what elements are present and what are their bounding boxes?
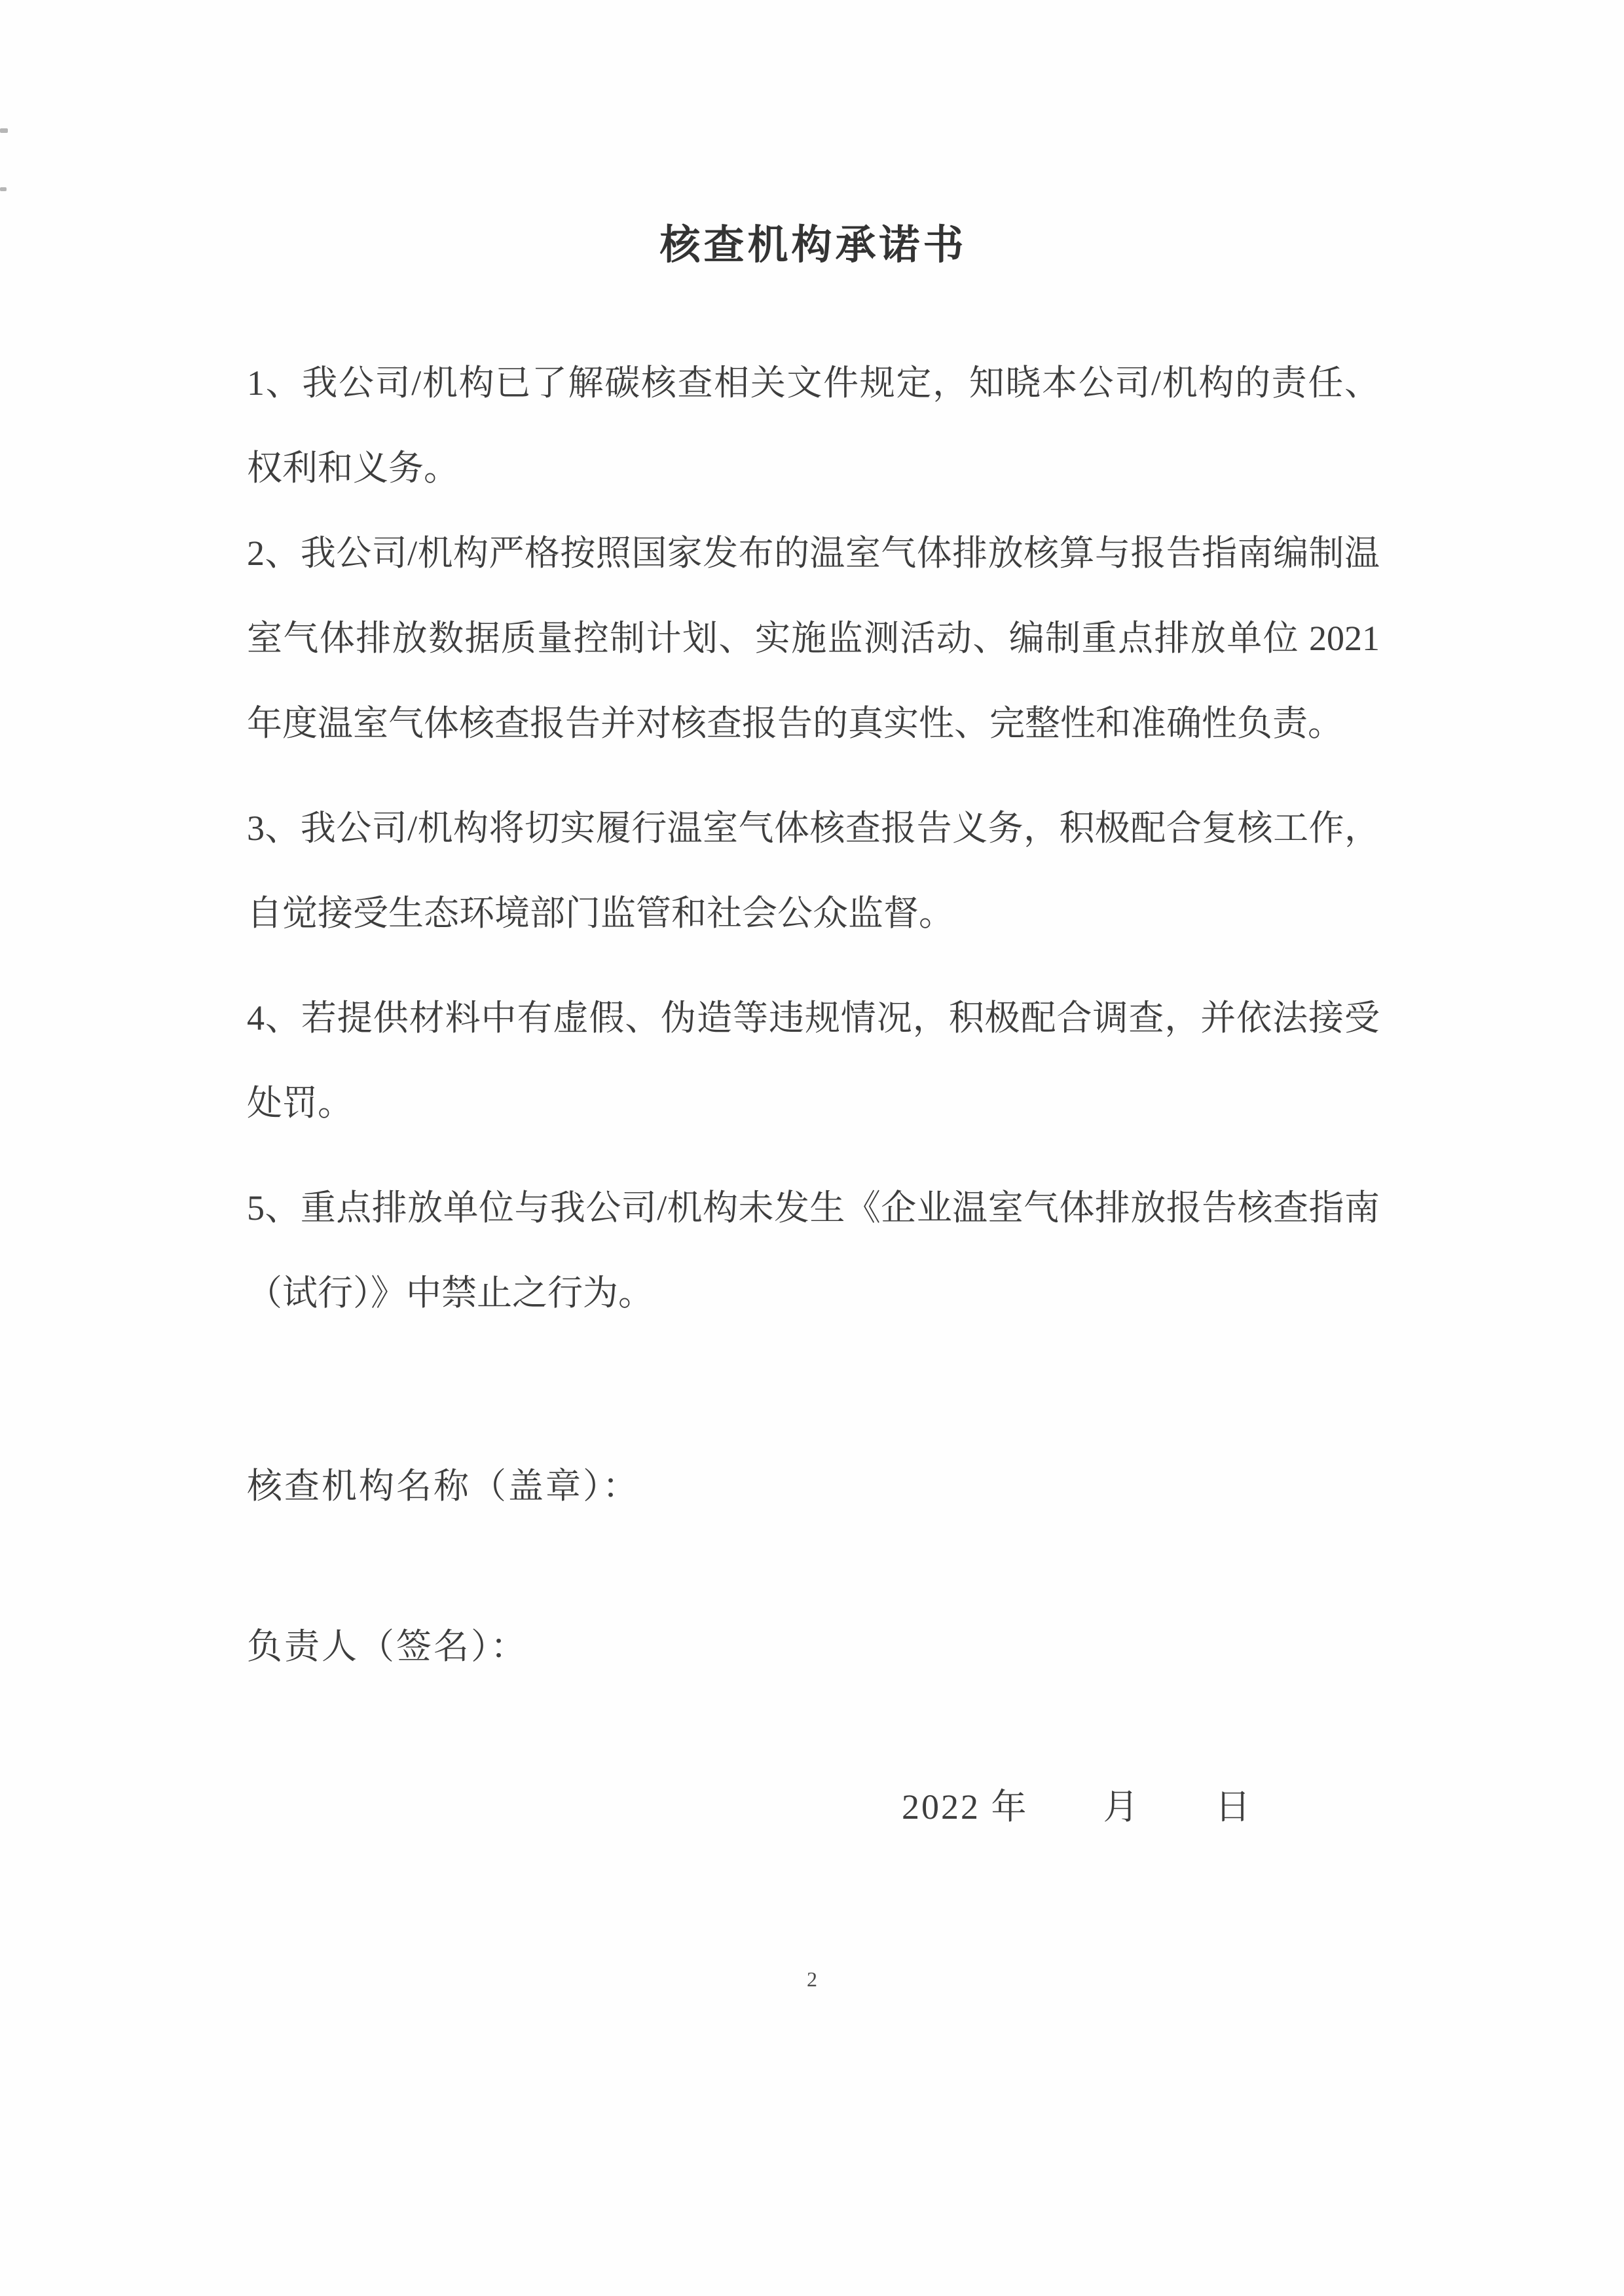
page-number: 2 — [807, 1967, 817, 1991]
responsible-person-signature-label: 负责人（签名）： — [247, 1627, 528, 1666]
clause-1: 1、我公司/机构已了解碳核查相关文件规定，知晓本公司/机构的责任、权利和义务。 — [247, 363, 1380, 488]
clause-2: 2、我公司/机构严格按照国家发布的温室气体排放核算与报告指南编制温室气体排放数据质量控制计划、实施监测活动、编制重点排放单位 2021 年度温室气体核查报告并对核查报告的真实性、完整性和准确性负责。 — [247, 534, 1380, 743]
org-name-seal-label: 核查机构名称（盖章）： — [247, 1467, 640, 1506]
clause-5: 5、重点排放单位与我公司/机构未发生《企业温室气体排放报告核查指南（试行）》中禁止之行为。 — [247, 1188, 1380, 1313]
document-body — [247, 216, 1380, 1850]
scan-edge-artifact — [0, 128, 8, 133]
clause-3: 3、我公司/机构将切实履行温室气体核查报告义务，积极配合复核工作，自觉接受生态环境部门监管和社会公众监督。 — [247, 809, 1380, 933]
date-line: 2022 年 月 日 — [902, 1787, 1253, 1827]
scan-edge-artifact — [0, 187, 7, 191]
document-title: 核查机构承诺书 — [659, 223, 967, 268]
clause-4: 4、若提供材料中有虚假、伪造等违规情况，积极配合调查，并依法接受处罚。 — [247, 998, 1380, 1123]
